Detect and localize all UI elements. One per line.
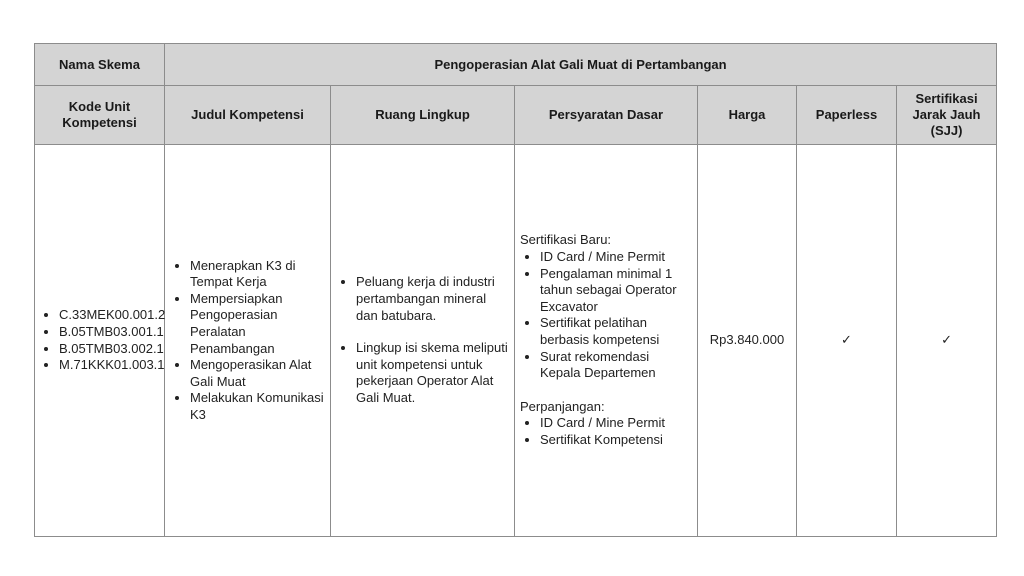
header-persyaratan-dasar: Persyaratan Dasar bbox=[515, 86, 698, 145]
scheme-name-label: Nama Skema bbox=[35, 44, 165, 86]
table-row bbox=[35, 145, 997, 537]
list-item: • ID Card / Mine Permit bbox=[540, 249, 693, 266]
list-item: • B.05TMB03.001.1 bbox=[59, 324, 164, 341]
kode-unit-cell bbox=[35, 145, 165, 537]
list-item: • Mempersiapkan Pengoperasian Peralatan Penambangan bbox=[190, 291, 326, 357]
sjj-check: ✓ bbox=[897, 145, 997, 537]
header-row bbox=[35, 86, 997, 145]
list-item: • ID Card / Mine Permit bbox=[540, 415, 693, 432]
header-ruang-lingkup: Ruang Lingkup bbox=[331, 86, 515, 145]
competency-scheme-table bbox=[34, 43, 997, 537]
persyaratan-dasar-cell bbox=[515, 145, 698, 537]
spacer bbox=[516, 382, 693, 399]
list-item: • Menerapkan K3 di Tempat Kerja bbox=[190, 258, 326, 291]
list-item: • Melakukan Komunikasi K3 bbox=[190, 390, 326, 423]
scheme-name-value: Pengoperasian Alat Gali Muat di Pertambangan bbox=[165, 44, 997, 86]
header-paperless: Paperless bbox=[797, 86, 897, 145]
list-item: • Lingkup isi skema meliputi unit kompetensi untuk pekerjaan Operator Alat Gali Muat. bbox=[356, 340, 510, 406]
scheme-name-row bbox=[35, 44, 997, 86]
list-item: • Sertifikat Kompetensi bbox=[540, 432, 693, 449]
list-item: • Surat rekomendasi Kepala Departemen bbox=[540, 349, 693, 382]
paperless-check: ✓ bbox=[797, 145, 897, 537]
header-sjj: Sertifikasi Jarak Jauh (SJJ) bbox=[897, 86, 997, 145]
header-harga: Harga bbox=[698, 86, 797, 145]
list-item: • C.33MEK00.001.2 bbox=[59, 307, 164, 324]
ruang-lingkup-cell bbox=[331, 145, 515, 537]
harga-cell: Rp3.840.000 bbox=[698, 145, 797, 537]
list-item: • B.05TMB03.002.1 bbox=[59, 341, 164, 358]
sertifikasi-baru-label: Sertifikasi Baru: bbox=[520, 232, 612, 248]
judul-kompetensi-cell bbox=[165, 145, 331, 537]
header-judul-kompetensi: Judul Kompetensi bbox=[165, 86, 331, 145]
list-item: • Peluang kerja di industri pertambangan mineral dan batubara. bbox=[356, 274, 510, 324]
header-kode-unit: Kode Unit Kompetensi bbox=[35, 86, 165, 145]
list-item: • Pengalaman minimal 1 tahun sebagai Operator Excavator bbox=[540, 266, 693, 316]
list-item: • Sertifikat pelatihan berbasis kompetensi bbox=[540, 315, 693, 348]
perpanjangan-label: Perpanjangan: bbox=[520, 398, 605, 414]
list-item: • Mengoperasikan Alat Gali Muat bbox=[190, 357, 326, 390]
list-item: • M.71KKK01.003.1 bbox=[59, 357, 164, 374]
